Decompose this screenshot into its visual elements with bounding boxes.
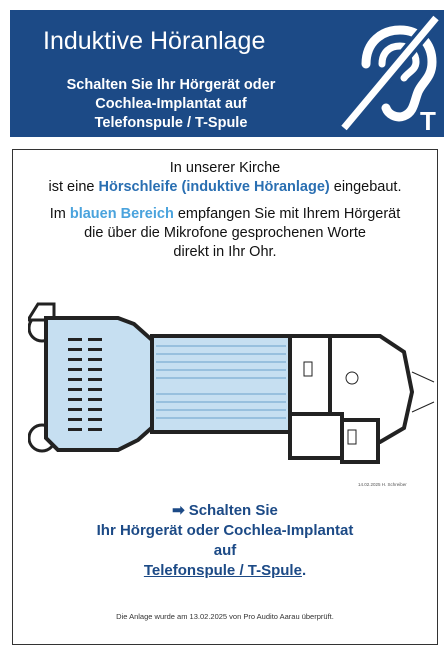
action-text xyxy=(14,501,436,581)
intro-line: In unserer Kirche xyxy=(169,160,281,176)
action-line-text: . xyxy=(301,562,307,579)
plan-stamp: 14.02.2025 H. Schreiber xyxy=(358,482,407,487)
banner-subtitle-line: Telefonspule / T-Spule xyxy=(94,115,248,131)
banner-subtitle-line: Cochlea-Implantat auf xyxy=(95,96,247,112)
banner-title: Induktive Höranlage xyxy=(43,27,266,55)
church-floor-plan xyxy=(28,302,440,492)
logo-letter: T xyxy=(420,106,436,134)
intro-line xyxy=(14,205,436,224)
action-line: Ihr Hörgerät oder Cochlea-Implantat xyxy=(96,522,354,539)
loop-highlight: Hörschleife (induktive Höranlage) xyxy=(98,179,330,195)
action-line: auf xyxy=(213,542,237,559)
banner-subtitle xyxy=(58,76,284,133)
intro-text-segment: Im xyxy=(49,206,70,222)
action-line-text: Schalten Sie xyxy=(188,502,278,519)
action-line xyxy=(14,501,436,521)
footnote: Die Anlage wurde am 13.02.2025 von Pro Audito Aarau überprüft. xyxy=(116,612,334,621)
arrow-right-icon: ➡ xyxy=(172,502,185,519)
banner-subtitle-line: Schalten Sie Ihr Hörgerät oder xyxy=(66,77,276,93)
intro-text xyxy=(14,159,436,262)
t-coil-link: Telefonspule / T-Spule xyxy=(143,562,302,579)
intro-text-segment: eingebaut. xyxy=(329,179,402,195)
hearing-loop-ear-icon xyxy=(338,12,442,134)
action-line xyxy=(14,561,436,581)
intro-text-segment: ist eine xyxy=(48,179,99,195)
intro-text-segment: empfangen Sie mit Ihrem Hörgerät xyxy=(173,206,401,222)
header-banner xyxy=(10,10,444,137)
blue-area-highlight: blauen Bereich xyxy=(69,206,174,222)
intro-line: direkt in Ihr Ohr. xyxy=(173,244,277,260)
intro-line xyxy=(14,178,436,197)
intro-line: die über die Mikrofone gesprochenen Worte xyxy=(84,225,366,241)
